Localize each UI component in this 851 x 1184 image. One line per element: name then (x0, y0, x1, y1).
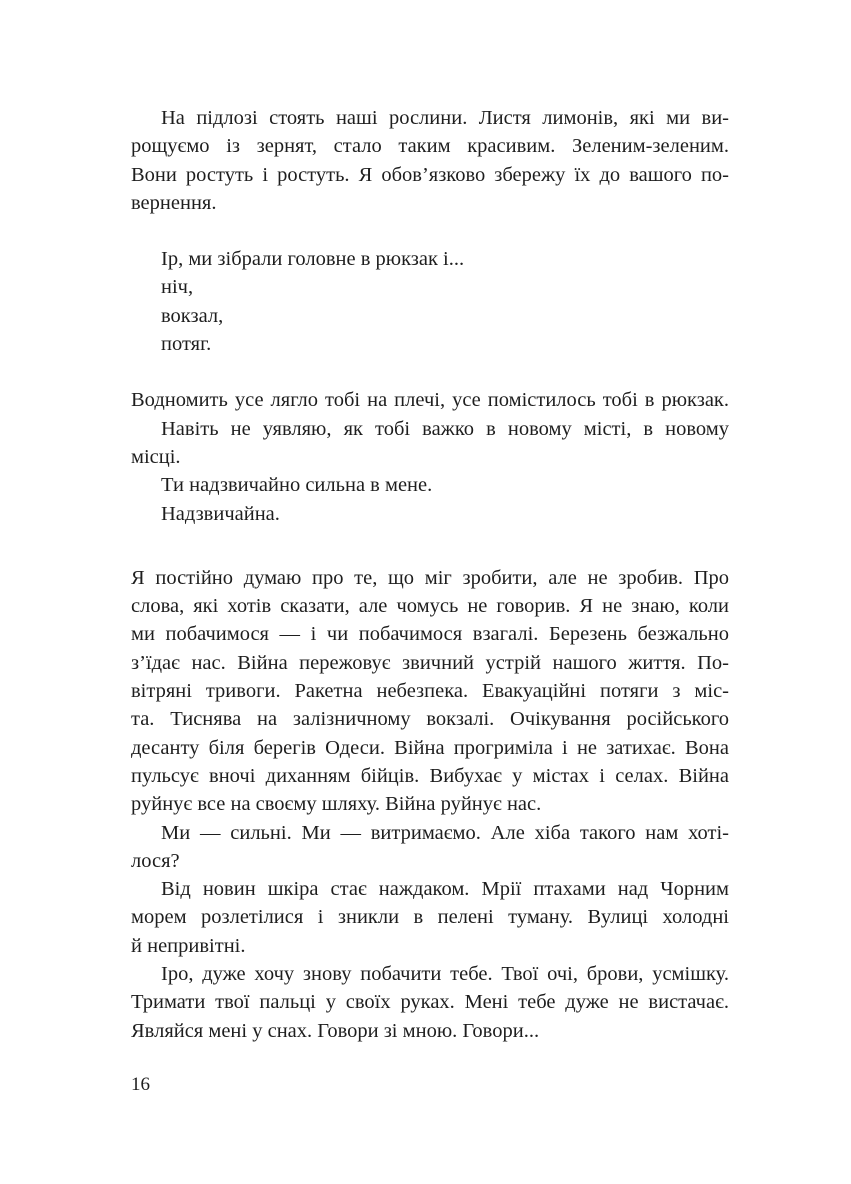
text-line: морем розлетілися і зникли в пелені туману. Вулиці холодні (131, 906, 729, 929)
text-line: вітряні тривоги. Ракетна небезпека. Евакуаційні потяги з міс- (131, 680, 729, 703)
text-line: Надзвичайна. (161, 502, 280, 525)
text-section (131, 104, 729, 217)
paragraph (131, 960, 729, 1045)
text-line: руйнує все на своєму шляху. Війна руйнує нас. (131, 793, 542, 816)
text-line: На підлозі стоять наші рослини. Листя лимонів, які ми ви- (161, 107, 729, 129)
paragraph (131, 415, 729, 472)
page-body-text (131, 104, 729, 1073)
text-line: слова, які хотів сказати, але чомусь не говорив. Я не знаю, коли (131, 595, 729, 618)
paragraph (131, 564, 729, 819)
paragraph (131, 104, 729, 217)
text-section (131, 386, 729, 527)
text-line: пульсує вночі диханням бійців. Вибухає у містах і селах. Війна (131, 764, 729, 787)
text-line: й непривітні. (131, 934, 246, 957)
paragraph (131, 500, 729, 528)
text-line: вернення. (131, 191, 217, 214)
text-line: Ти надзвичайно сильна в мене. (161, 474, 433, 497)
text-line: Ір, ми зібрали головне в рюкзак і... (161, 248, 465, 271)
text-line: ми побачимося — і чи побачимося взагалі. Березень безжально (131, 623, 729, 646)
text-line: з’їдає нас. Війна пережовує звичний устрій нашого життя. По- (131, 651, 729, 674)
text-line: Навіть не уявляю, як тобі важко в новому місті, в новому (161, 417, 729, 440)
paragraph (131, 245, 729, 358)
text-line: Водномить усе лягло тобі на плечі, усе помістилось тобі в рюкзак. (131, 389, 729, 412)
text-line: Ми — сильні. Ми — витримаємо. Але хіба такого нам хоті- (161, 821, 729, 844)
text-line: рощуємо із зернят, стало таким красивим. Зеленим-зеленим. (131, 135, 729, 158)
text-line: Я постійно думаю про те, що міг зробити, але не зробив. Про (131, 566, 729, 589)
paragraph (131, 471, 729, 499)
page-number: 16 (131, 1074, 150, 1095)
text-line: Тримати твої пальці у своїх руках. Мені тебе дуже не вистачає. (131, 991, 729, 1014)
text-line: ніч, (161, 276, 194, 299)
text-line: Іро, дуже хочу знову побачити тебе. Твої очі, брови, усмішку. (161, 963, 729, 986)
text-line: потяг. (161, 333, 212, 356)
text-section (131, 564, 729, 1045)
text-line: місці. (131, 445, 181, 468)
text-line: лося? (131, 849, 180, 872)
paragraph (131, 875, 729, 960)
text-line: Від новин шкіра стає наждаком. Мрії птахами над Чорним (161, 878, 729, 901)
paragraph (131, 386, 729, 414)
text-line: Вони ростуть і ростуть. Я обов’язково збережу їх до вашого по- (131, 163, 729, 186)
text-section (131, 245, 729, 358)
text-line: Являйся мені у снах. Говори зі мною. Говори... (131, 1019, 540, 1042)
text-line: та. Тиснява на залізничному вокзалі. Очікування російського (131, 708, 729, 731)
paragraph (131, 819, 729, 876)
text-line: вокзал, (161, 304, 224, 327)
text-line: десанту біля берегів Одеси. Війна прогриміла і не затихає. Вона (131, 736, 729, 759)
